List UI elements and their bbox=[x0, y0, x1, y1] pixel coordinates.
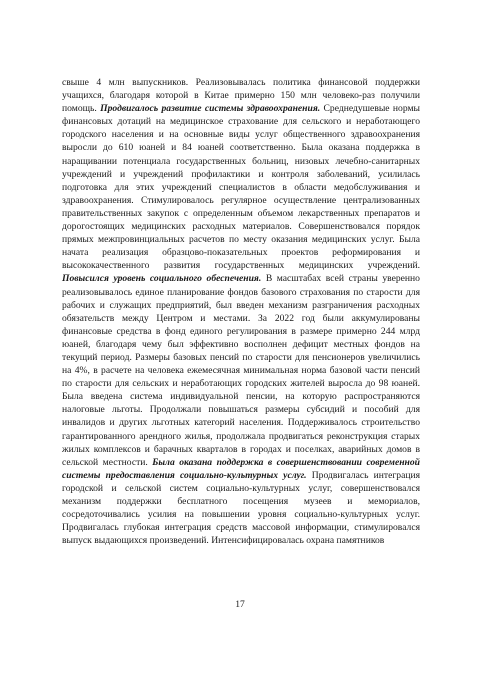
text-run-4: Продвигалась интеграция городской и сельской систем социально-культурных услуг, совершенствовался механизм поддержки бесплатного посещения музеев и мемориалов, сосредоточивались усилия на повышении уровня социально-культурных услуг. Продвигалась глубокая интеграция средств массовой информации, стимулировался выпуск выдающихся произведений. Интенсифицировалась охрана памятников bbox=[62, 469, 421, 547]
section-lead-social-security: Повысился уровень социального обеспечения. bbox=[62, 273, 262, 285]
text-run-3: В масштабах всей страны уверенно реализовывалось единое планирование фондов базового страхования по старости для рабочих и служащих предприятий, был введен механизм разграничения расходных обязательств между Центром и местами. За 2022 год были аккумулированы финансовые средства в фонд единого регулирования в размере примерно 244 млрд юаней, благодаря чему был эффективно восполнен дефицит местных фондов на текущий период. Размеры базовых пенсий по старости для пенсионеров увеличились на 4%, в расчете на человека ежемесячная минимальная норма базовой части пенсий по старости для сельских и неработающих городских жителей выросла до 98 юаней. Была введена система индивидуальной пенсии, на которую распространяются налоговые льготы. Продолжали повышаться размеры субсидий и пособий для инвалидов и других льготных категорий населения. Поддерживалось строительство гарантированного арендного жилья, продолжала продвигаться реконструкция старых жилых комплексов и барачных кварталов в городах и поселках, аварийных домов в сельской местности. bbox=[62, 273, 420, 468]
page-number: 17 bbox=[235, 599, 245, 610]
body-text bbox=[62, 76, 420, 547]
text-run-1: свыше 4 млн выпускников. Реализовывалась политика финансовой поддержки учащихся, благодаря которой в Китае примерно 150 млн человеко-раз получили помощь. bbox=[62, 77, 420, 115]
section-lead-healthcare: Продвигалось развитие системы здравоохранения. bbox=[100, 103, 321, 115]
section-lead-culture: Была оказана поддержка в совершенствовании современной системы предоставления социально-культурных услуг. bbox=[62, 456, 420, 481]
main-paragraph bbox=[62, 76, 420, 547]
text-run-2: Среднедушевые нормы финансовых дотаций на медицинское страхование для сельского и неработающего городского населения и на основные виды услуг общественного здравоохранения выросли до 610 юаней и 84 юаней соответственно. Была оказана поддержка в наращивании потенциала государственных больниц, низовых лечебно-санитарных учреждений и учреждений профилактики и контроля заболеваний, усилилась подготовка для этих учреждений специалистов в области медобслуживания и здравоохранения. Стимулировалось регулярное осуществление централизованных правительственных закупок с определенным объемом лекарственных препаратов и дорогостоящих медицинских расходных материалов. Совершенствовался порядок прямых межпровинциальных расчетов по месту оказания медицинских услуг. Была начата реализация образцово-показательных проектов реформирования и высококачественного развития государственных медицинских учреждений. bbox=[62, 103, 421, 272]
